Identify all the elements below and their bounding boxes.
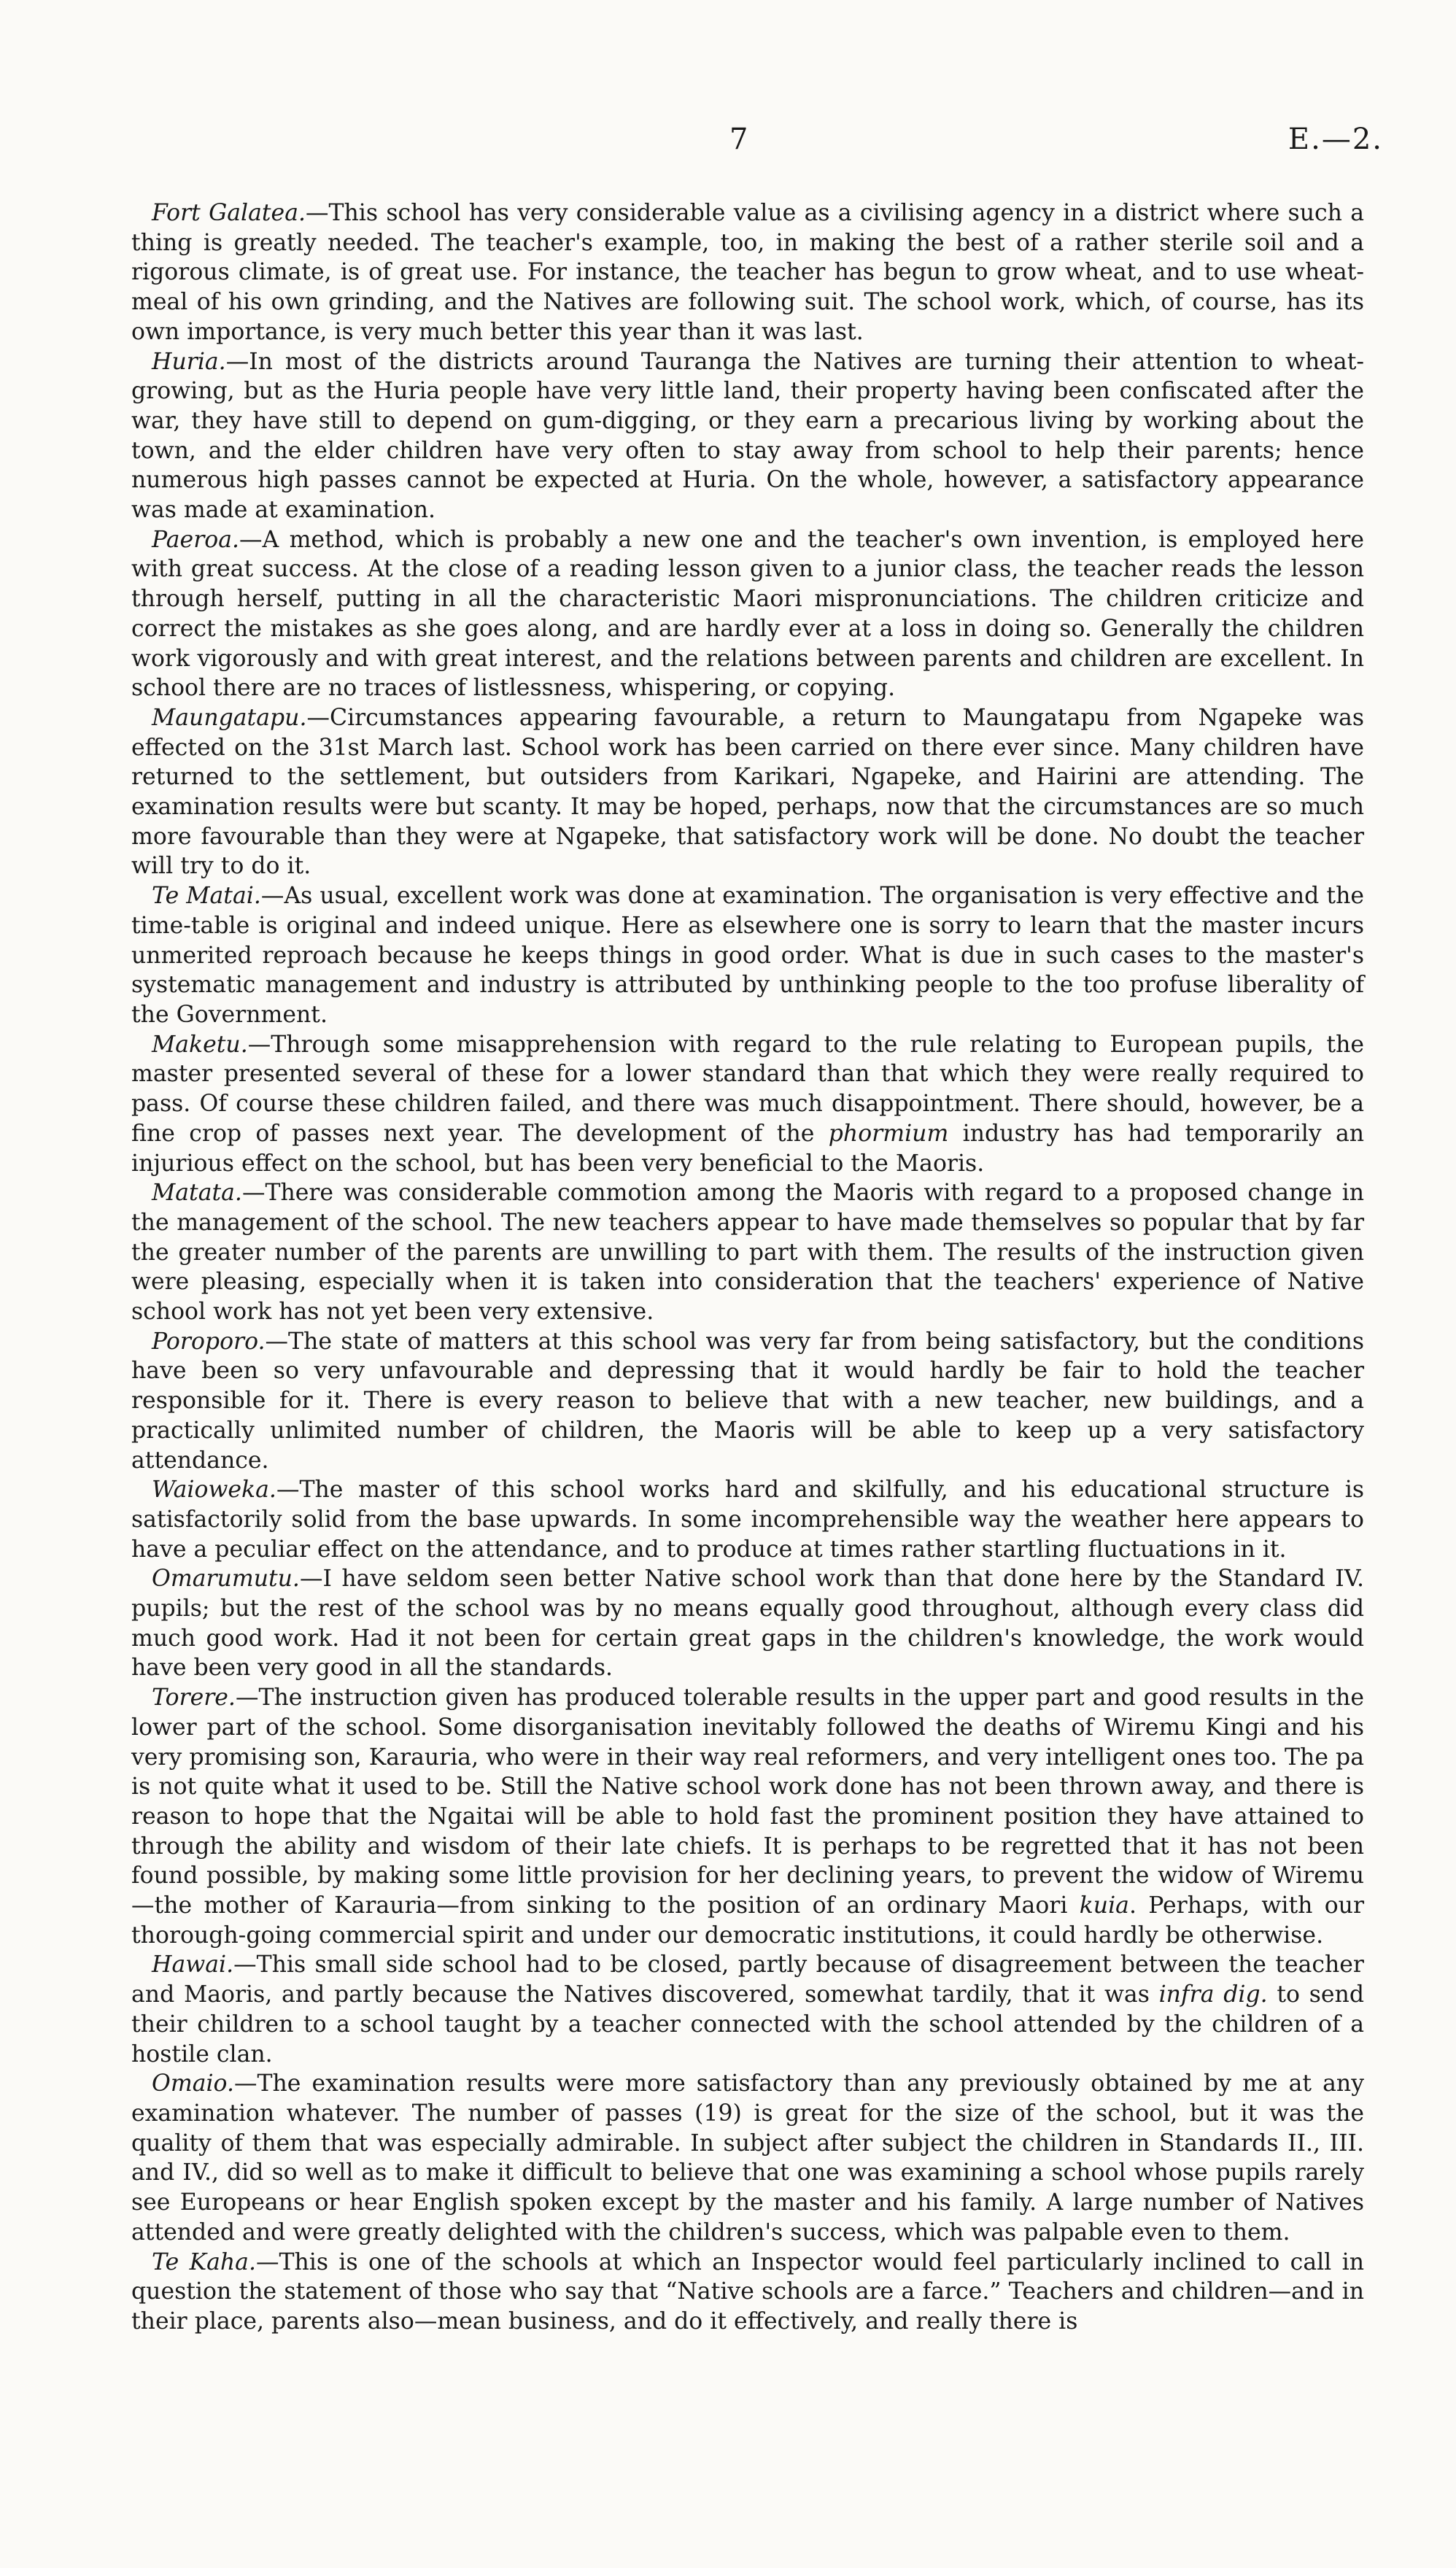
paragraph-omarumutu <box>131 1564 1364 1683</box>
school-heading: Poroporo. <box>152 1328 266 1355</box>
document-reference: E.—2. <box>1287 123 1383 156</box>
paragraph-maketu <box>131 1030 1364 1179</box>
paragraph-text: —This school has very considerable value as a civilising agency in a district where such a thing is greatly needed. The teacher's example, too, in making the best of a rather sterile soil and a rigorous climate, is of great use. For instance, the teacher has begun to grow wheat, and to use wheat-meal of his own grinding, and the Natives are following suit. The school work, which, of course, has its own importance, is very much better this year than it was last. <box>131 200 1365 345</box>
paragraph-waioweka <box>131 1475 1364 1564</box>
school-heading: Waioweka. <box>152 1477 276 1504</box>
paragraph-text: —The state of matters at this school was very far from being satisfactory, but the conditions have been so very unfavourable and depressing that it would hardly be fair to hold the teacher responsible for it. There is every reason to believe that with a new teacher, new buildings, and a practically unlimited number of children, the Maoris will be able to keep up a very satisfactory attendance. <box>131 1328 1364 1474</box>
school-heading: Paeroa. <box>152 526 240 553</box>
paragraph-text: —The instruction given has produced tolerable results in the upper part and good results in the lower part of the school. Some disorganisation inevitably followed the deaths of Wiremu Kingi and his very promising son, Karauria, who were in their way real reformers, and very intelligent ones too. The pa is not quite what it used to be. Still the Native school work done has not been thrown away, and there is reason to hope that the Ngaitai will be able to hold fast the prominent position they have attained to through the ability and wisdom of their late chiefs. It is perhaps to be regretted that it has not been found possible, by making some little provision for her declining years, to prevent the widow of Wiremu—the mother of Karauria—from sinking to the position of an ordinary Maori <box>131 1685 1364 1919</box>
school-heading: Maungatapu. <box>152 704 307 731</box>
paragraph-huria <box>131 347 1364 525</box>
paragraph-omaio <box>131 2069 1364 2247</box>
paragraph-text: —As usual, excellent work was done at examination. The organisation is very effective and the time-table is original and indeed unique. Here as elsewhere one is sorry to learn that the master incurs unmerited reproach because he keeps things in good order. What is due in such cases to the master's systematic management and industry is attributed by unthinking people to the too profuse liberality of the Government. <box>131 883 1364 1028</box>
italic-term: phormium <box>828 1120 949 1147</box>
paragraph-text: —Through some misapprehension with regard to the rule relating to European pupils, the master presented several of these for a lower standard than that which they were really required to pass. Of course these children failed, and there was much disappointment. There should, however, be a fine crop of passes next year. The development of the <box>131 1031 1364 1147</box>
school-heading: Te Matai. <box>152 883 261 910</box>
paragraph-matata <box>131 1178 1364 1327</box>
paragraph-text-continued: to send their children to a school taught by a teacher connected with the school attended by the children of a hostile clan. <box>131 1981 1364 2068</box>
page-header <box>0 123 1456 166</box>
paragraph-fort-galatea <box>131 198 1364 347</box>
paragraph-text: —This is one of the schools at which an Inspector would feel particularly inclined to call in question the statement of those who say that “Native schools are a farce.” Teachers and children—and in their place, parents also—mean business, and do it effectively, and really there is <box>131 2248 1364 2335</box>
paragraph-text: —The master of this school works hard and skilfully, and his educational structure is satisfactorily solid from the base upwards. In some incomprehensible way the weather here appears to have a peculiar effect on the attendance, and to produce at times rather startling fluctuations in it. <box>131 1477 1364 1563</box>
paragraph-text: —In most of the districts around Tauranga the Natives are turning their attention to wheat-growing, but as the Huria people have very little land, their property having been confiscated after the war, they have still to depend on gum-digging, or they earn a precarious living by working about the town, and the elder children have very often to stay away from school to help their parents; hence numerous high passes cannot be expected at Huria. On the whole, however, a satisfactory appearance was made at examination. <box>131 348 1364 524</box>
school-heading: Maketu. <box>152 1031 248 1058</box>
paragraph-maungatapu <box>131 703 1364 881</box>
school-heading: Omarumutu. <box>152 1566 300 1593</box>
paragraph-te-matai <box>131 881 1364 1030</box>
paragraph-text: —Circumstances appearing favourable, a return to Maungatapu from Ngapeke was effected on the 31st March last. School work has been carried on there ever since. Many children have returned to the settlement, but outsiders from Karikari, Ngapeke, and Hairini are attending. The examination results were but scanty. It may be hoped, perhaps, now that the circumstances are so much more favourable than they were at Ngapeke, that satisfactory work will be done. No doubt the teacher will try to do it. <box>131 704 1364 880</box>
school-heading: Te Kaha. <box>152 2248 256 2275</box>
paragraph-te-kaha <box>131 2248 1364 2337</box>
page-number: 7 <box>729 123 749 156</box>
school-heading: Fort Galatea. <box>152 200 306 226</box>
paragraph-text: —A method, which is probably a new one and the teacher's own invention, is employed here with great success. At the close of a reading lesson given to a junior class, the teacher reads the lesson through herself, putting in all the characteristic Maori mispronunciations. The children criticize and correct the mistakes as she goes along, and are hardly ever at a loss in doing so. Generally the children work vigorously and with great interest, and the relations between parents and children are excellent. In school there are no traces of listlessness, whispering, or copying. <box>131 526 1364 702</box>
paragraph-text: —There was considerable commotion among the Maoris with regard to a proposed change in the management of the school. The new teachers appear to have made themselves so popular that by far the greater number of the parents are unwilling to part with them. The results of the instruction given were pleasing, especially when it is taken into consideration that the teachers' experience of Native school work has not yet been very extensive. <box>131 1180 1364 1326</box>
paragraph-text: —I have seldom seen better Native school work than that done here by the Standard IV. pupils; but the rest of the school was by no means equally good throughout, although every class did much good work. Had it not been for certain great gaps in the children's knowledge, the work would have been very good in all the standards. <box>131 1566 1364 1682</box>
report-body <box>131 198 1364 2337</box>
italic-term: kuia <box>1079 1892 1129 1919</box>
paragraph-text: —This small side school had to be closed, partly because of disagreement between the teacher and Maoris, and partly because the Natives discovered, somewhat tardily, that it was <box>131 1952 1364 2008</box>
school-heading: Omaio. <box>152 2070 234 2097</box>
paragraph-text-continued: . Perhaps, with our thorough-going commercial spirit and under our democratic institutions, it could hardly be otherwise. <box>131 1892 1364 1949</box>
paragraph-hawai <box>131 1950 1364 2069</box>
paragraph-text-continued: industry has had temporarily an injurious effect on the school, but has been very beneficial to the Maoris. <box>131 1120 1365 1177</box>
paragraph-torere <box>131 1683 1364 1950</box>
school-heading: Huria. <box>152 348 226 375</box>
school-heading: Torere. <box>152 1685 236 1712</box>
paragraph-paeroa <box>131 525 1364 703</box>
italic-term: infra dig. <box>1158 1981 1268 2008</box>
paragraph-poroporo <box>131 1327 1364 1476</box>
school-heading: Matata. <box>152 1180 242 1207</box>
paragraph-text: —The examination results were more satisfactory than any previously obtained by me at any examination whatever. The number of passes (19) is great for the size of the school, but it was the quality of them that was especially admirable. In subject after subject the children in Standards II., III. and IV., did so well as to make it difficult to believe that one was examining a school whose pupils rarely see Europeans or hear English spoken except by the master and his family. A large number of Natives attended and were greatly delighted with the children's success, which was palpable even to them. <box>131 2070 1364 2246</box>
school-heading: Hawai. <box>152 1952 234 1979</box>
